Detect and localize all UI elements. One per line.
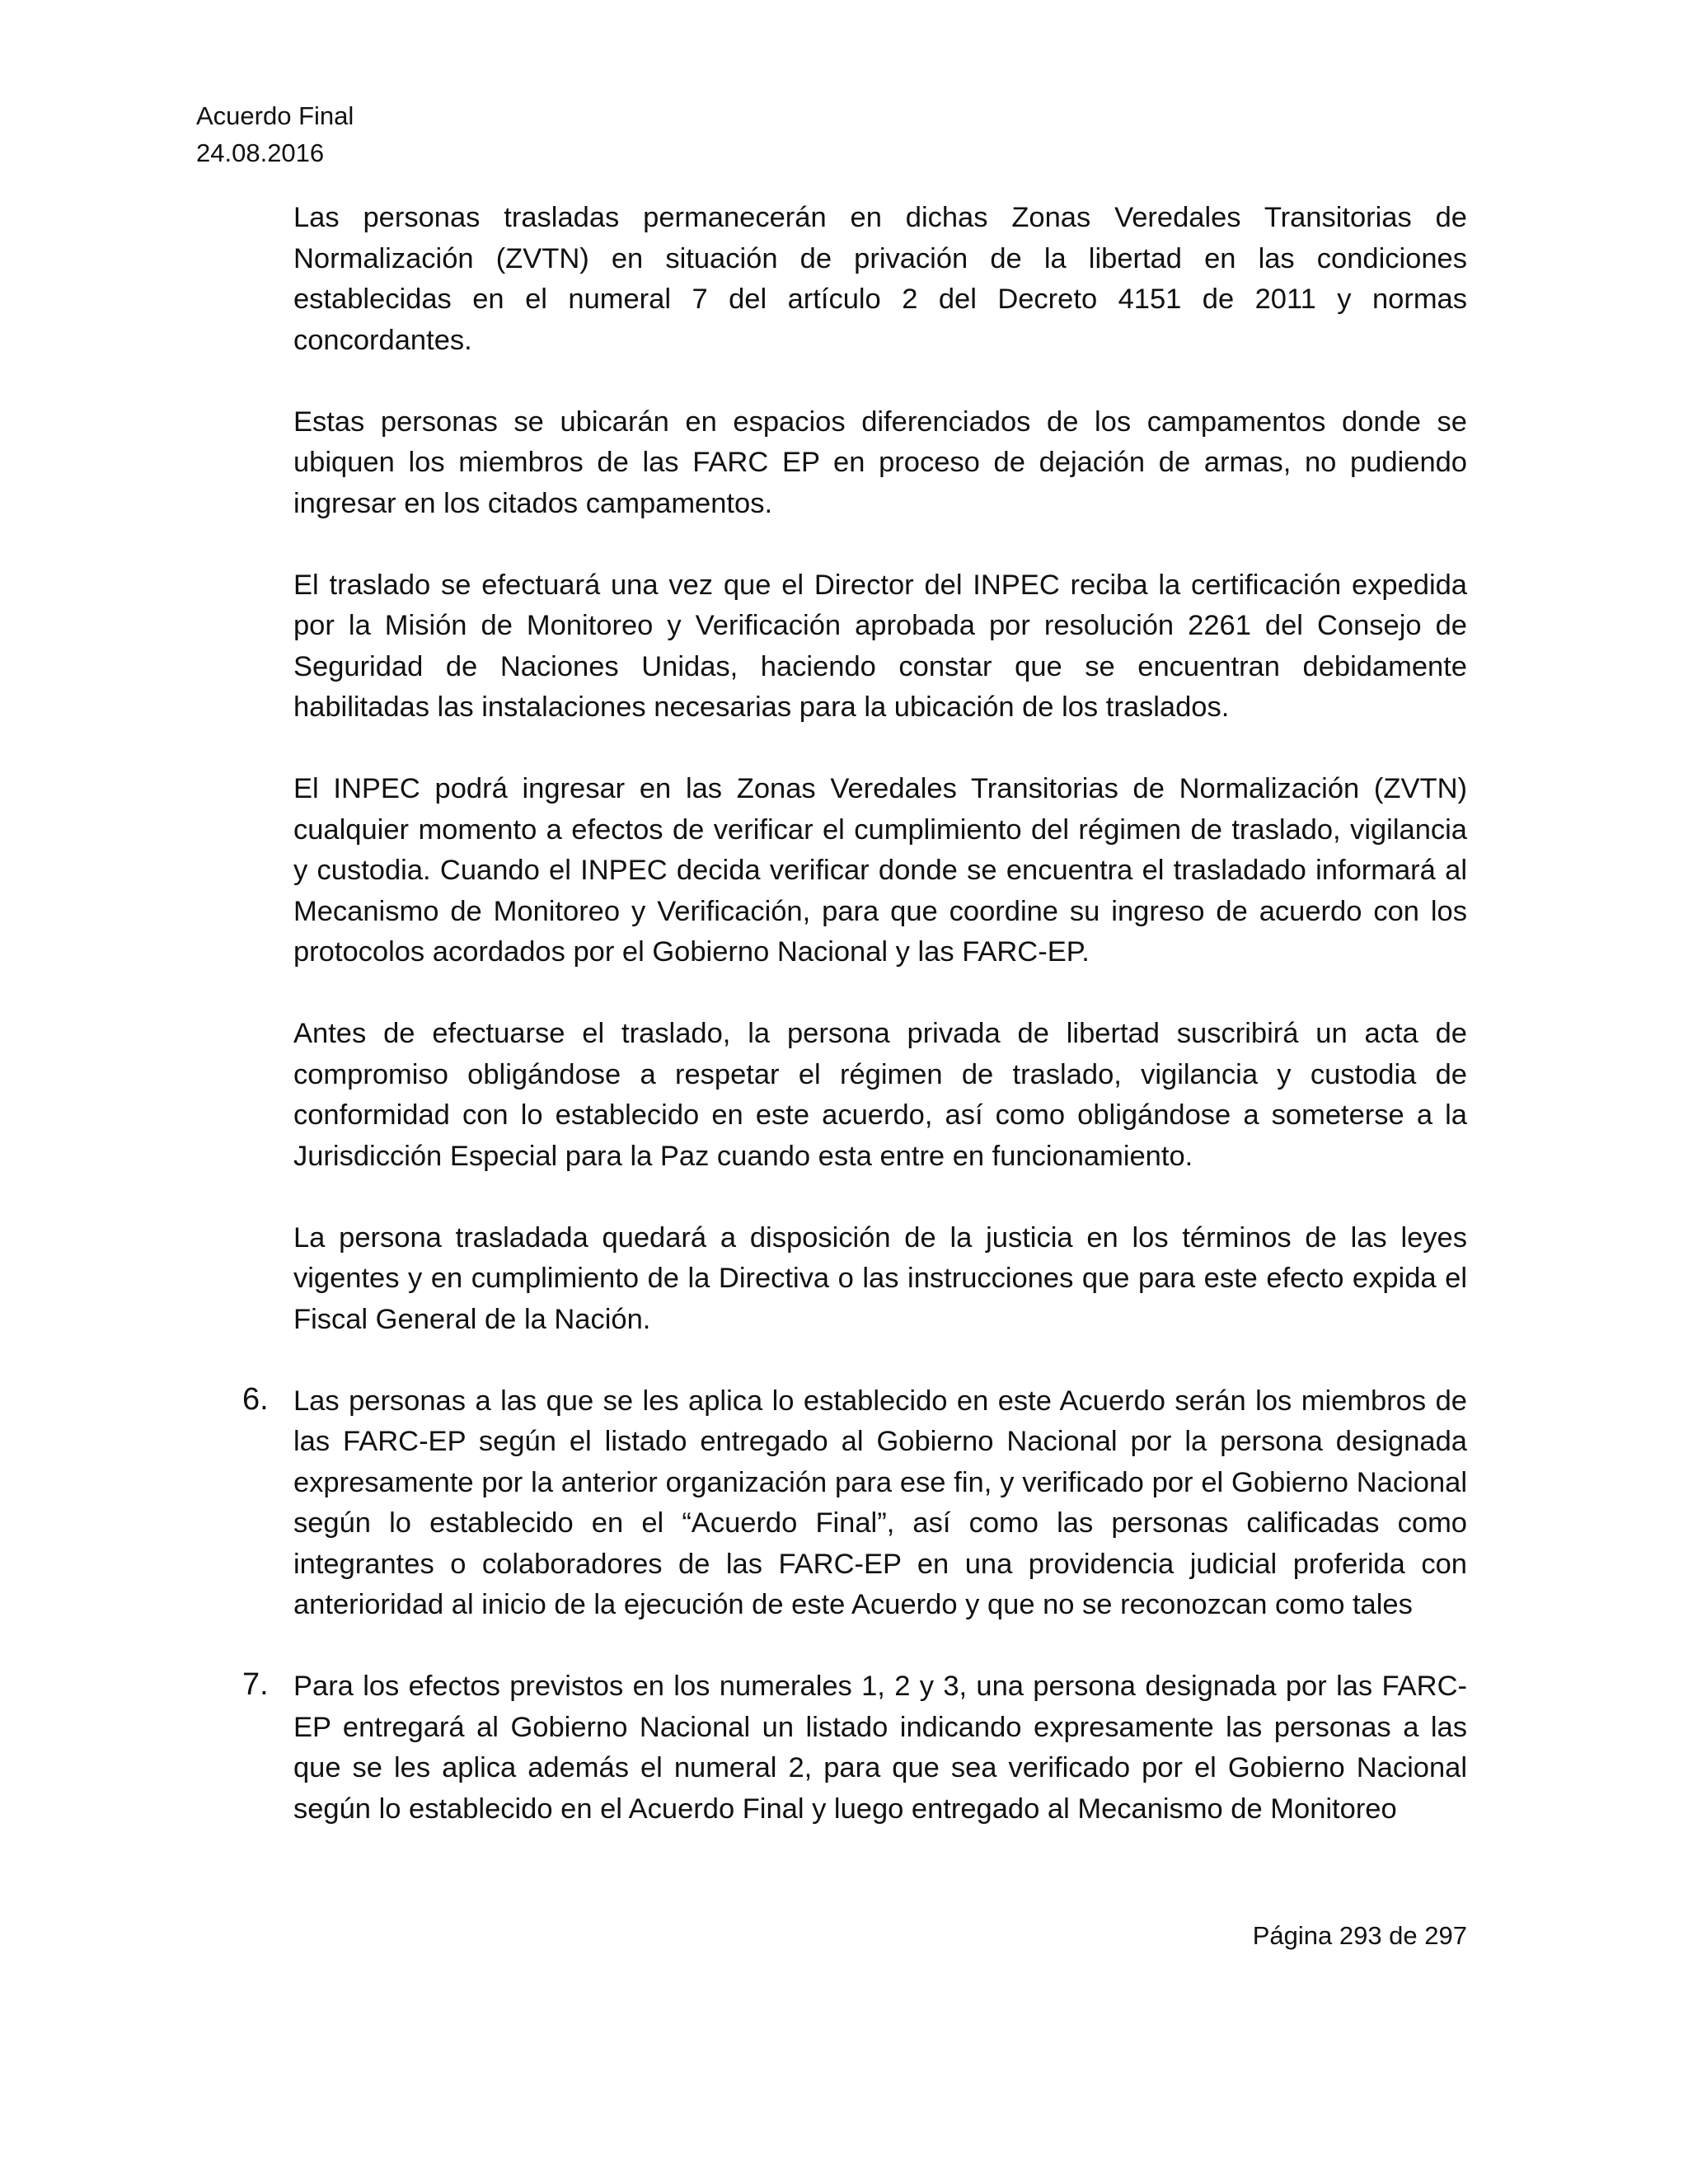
item-text: Las personas a las que se les aplica lo establecido en este Acuerdo serán los miembros de las FARC-EP según el listado entregado al Gobierno Nacional por la persona designada expresamente por la anterior organización para ese fin, y verificado por el Gobierno Nacional según lo establecido en el “Acuerdo Final”, así como las personas calificadas como integrantes o colaboradores de las FARC-EP en una providencia judicial proferida con anterioridad al inicio de la ejecución de este Acuerdo y que no se reconozcan como tales	[293, 1385, 1467, 1620]
item-text: Para los efectos previstos en los numerales 1, 2 y 3, una persona designada por las FARC-EP entregará al Gobierno Nacional un listado indicando expresamente las personas a las que se les aplica además el numeral 2, para que sea verificado por el Gobierno Nacional según lo establecido en el Acuerdo Final y luego entregado al Mecanismo de Monitoreo	[293, 1671, 1467, 1825]
numbered-item	[242, 1666, 1467, 1830]
paragraph: Estas personas se ubicarán en espacios diferenciados de los campamentos donde se ubiquen los miembros de las FARC EP en proceso de dejación de armas, no pudiendo ingresar en los citados campamentos.	[293, 405, 1467, 519]
document-date: 24.08.2016	[196, 138, 325, 167]
paragraph: La persona trasladada quedará a disposición de la justicia en los términos de las leyes vigentes y en cumplimiento de la Directiva o las instrucciones que para este efecto expida el Fiscal General de la Nación.	[293, 1221, 1467, 1335]
document-header	[196, 97, 354, 171]
paragraph: Antes de efectuarse el traslado, la persona privada de libertad suscribirá un acta de compromiso obligándose a respetar el régimen de traslado, vigilancia y custodia de conformidad con lo establecido en este acuerdo, así como obligándose a someterse a la Jurisdicción Especial para la Paz cuando esta entre en funcionamiento.	[293, 1018, 1467, 1172]
document-title: Acuerdo Final	[196, 101, 354, 130]
document-body	[242, 198, 1467, 1871]
page-number: Página 293 de 297	[1252, 1921, 1467, 1950]
paragraph: Las personas trasladas permanecerán en dichas Zonas Veredales Transitorias de Normalización (ZVTN) en situación de privación de la libertad en las condiciones establecidas en el numeral 7 del artículo 2 del Decreto 4151 de 2011 y normas concordantes.	[293, 202, 1467, 356]
item-number: 6.	[242, 1381, 269, 1417]
paragraph: El INPEC podrá ingresar en las Zonas Veredales Transitorias de Normalización (ZVTN) cualquier momento a efectos de verificar el cumplimiento del régimen de traslado, vigilancia y custodia. Cuando el INPEC decida verificar donde se encuentra el trasladado informará al Mecanismo de Monitoreo y Verificación, para que coordine su ingreso de acuerdo con los protocolos acordados por el Gobierno Nacional y las FARC-EP.	[293, 773, 1467, 968]
item-number: 7.	[242, 1667, 269, 1702]
paragraph: El traslado se efectuará una vez que el Director del INPEC reciba la certificación expedida por la Misión de Monitoreo y Verificación aprobada por resolución 2261 del Consejo de Seguridad de Naciones Unidas, haciendo constar que se encuentran debidamente habilitadas las instalaciones necesarias para la ubicación de los traslados.	[293, 569, 1467, 723]
numbered-item	[242, 1381, 1467, 1626]
